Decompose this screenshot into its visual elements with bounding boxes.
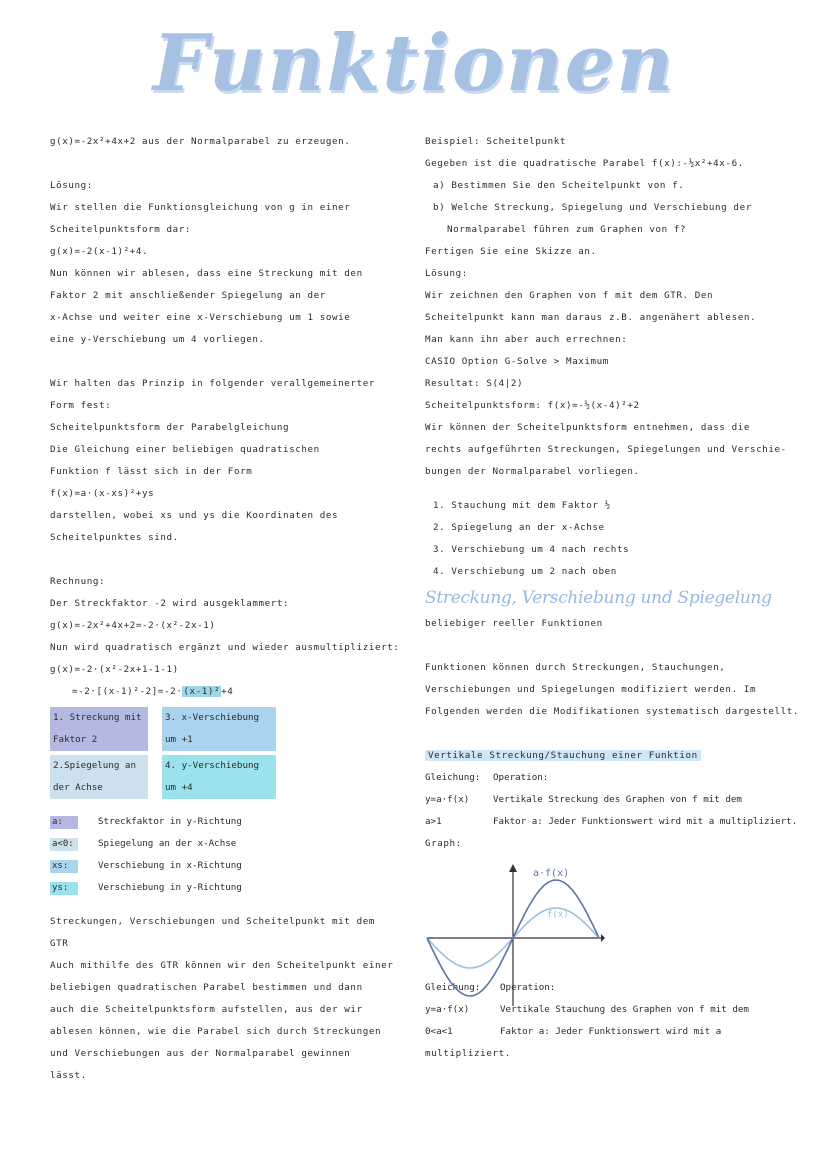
text-line: Wir können der Scheitelpunktsform entnehmen, dass die [425, 422, 750, 433]
section-title: Streckung, Verschiebung und Spiegelung [425, 588, 772, 608]
text-line: rechts aufgeführten Streckungen, Spiegelungen und Verschie- [425, 444, 787, 455]
section-subtitle: beliebiger reeller Funktionen [425, 618, 603, 629]
operation-value: Operation: [500, 982, 556, 993]
list-item: 2. Spiegelung an der x-Achse [433, 522, 605, 533]
legend-item [50, 833, 395, 855]
text-line: Die Gleichung einer beliebigen quadratischen [50, 444, 320, 455]
text-line: auch die Scheitelpunktsform aufstellen, aus der wir [50, 1004, 363, 1015]
example-heading: Beispiel: Scheitelpunkt [425, 136, 567, 147]
operation-key: Gleichung: [425, 982, 481, 993]
operation-row [425, 1021, 805, 1043]
operation-key: y=a·f(x) [425, 794, 470, 805]
equation-line: g(x)=-2(x-1)²+4. [50, 246, 149, 257]
x-axis-arrow [601, 934, 605, 942]
formula-line: Scheitelpunktsform: f(x)=-½(x-4)²+2 [425, 400, 640, 411]
text-line: Folgenden werden die Modifikationen systematisch dargestellt. [425, 706, 800, 717]
equation-part: +4 [221, 686, 234, 697]
operation-row [425, 789, 805, 811]
text-line: Form fest: [50, 400, 112, 411]
text-line: multipliziert. [425, 1048, 511, 1059]
legend-text: Verschiebung in x-Richtung [98, 860, 242, 871]
list-item: 4. Verschiebung um 2 nach oben [433, 566, 617, 577]
left-column [50, 131, 400, 1087]
highlighted-term: (x-1)² [183, 686, 221, 697]
text-line: beliebigen quadratischen Parabel bestimmen und dann [50, 982, 363, 993]
box-y-verschiebung: 4. y-Verschiebung um +4 [162, 755, 276, 799]
text-line: Gegeben ist die quadratische Parabel f(x):-½x²+4x-6. [425, 158, 744, 169]
legend-item [50, 855, 395, 877]
equation-part: =-2·[(x-1)²-2]=-2· [72, 686, 183, 697]
legend-swatch: a<0: [50, 838, 78, 851]
loesung-label: Lösung: [425, 268, 468, 279]
legend-text: Verschiebung in y-Richtung [98, 882, 242, 893]
definition-heading: Scheitelpunktsform der Parabelgleichung [50, 422, 290, 433]
operation-row [425, 811, 805, 833]
page-title: Funktionen [152, 18, 676, 109]
af-label: a·f(x) [533, 868, 570, 879]
box-spiegelung: 2.Spiegelung an der Achse [50, 755, 148, 799]
text-line: Der Streckfaktor -2 wird ausgeklammert: [50, 598, 290, 609]
legend-text: Spiegelung an der x-Achse [98, 838, 237, 849]
operation-value: Faktor a: Jeder Funktionswert wird mit a multipliziert. [493, 816, 798, 827]
sine-stretch-graph [425, 862, 605, 1010]
operation-row [425, 767, 805, 789]
text-line: CASIO Option G-Solve > Maximum [425, 356, 609, 367]
text-line: darstellen, wobei xs und ys die Koordinaten des [50, 510, 339, 521]
loesung-label: Lösung: [50, 180, 93, 191]
operation-value: Vertikale Streckung des Graphen von f mit dem [493, 794, 742, 805]
text-line: bungen der Normalparabel vorliegen. [425, 466, 640, 477]
operation-key: 0<a<1 [425, 1026, 453, 1037]
task-a: a) Bestimmen Sie den Scheitelpunkt von f. [433, 180, 685, 191]
legend-swatch: a: [50, 816, 78, 829]
text-line: Wir zeichnen den Graphen von f mit dem GTR. Den [425, 290, 714, 301]
text-line: Auch mithilfe des GTR können wir den Scheitelpunkt einer [50, 960, 394, 971]
operation-value: Operation: [493, 772, 549, 783]
text-line: Wir halten das Prinzip in folgender verallgemeinerter [50, 378, 375, 389]
legend-text: Streckfaktor in y-Richtung [98, 816, 242, 827]
text-line: Man kann ihn aber auch errechnen: [425, 334, 628, 345]
text-line: Funktionen können durch Streckungen, Stauchungen, [425, 662, 726, 673]
text-line: x-Achse und weiter eine x-Verschiebung um 1 sowie [50, 312, 351, 323]
operation-key: y=a·f(x) [425, 1004, 470, 1015]
box-streckung: 1. Streckung mit Faktor 2 [50, 707, 148, 751]
text-line: Fertigen Sie eine Skizze an. [425, 246, 597, 257]
f-label: f(x) [547, 910, 569, 920]
text-line: Scheitelpunktsform dar: [50, 224, 192, 235]
text-line: ablesen können, wie die Parabel sich durch Streckungen [50, 1026, 382, 1037]
y-axis-arrow [509, 864, 517, 872]
box-x-verschiebung: 3. x-Verschiebung um +1 [162, 707, 276, 751]
equation-line [50, 681, 395, 703]
text-line: Nun können wir ablesen, dass eine Streckung mit den [50, 268, 363, 279]
text-line: und Verschiebungen aus der Normalparabel gewinnen [50, 1048, 351, 1059]
section-heading: Streckungen, Verschiebungen und Scheitelpunkt mit dem [50, 916, 375, 927]
subsection-heading-text: Vertikale Streckung/Stauchung einer Funktion [425, 750, 701, 761]
intro-line: g(x)=-2x²+4x+2 aus der Normalparabel zu erzeugen. [50, 136, 351, 147]
result-line: Resultat: S(4|2) [425, 378, 524, 389]
formula-line: f(x)=a·(x-xs)²+ys [50, 488, 155, 499]
transform-boxes [50, 707, 395, 799]
text-line: Wir stellen die Funktionsgleichung von g in einer [50, 202, 351, 213]
operation-value: Faktor a: Jeder Funktionswert wird mit a [500, 1026, 722, 1037]
equation-line: g(x)=-2x²+4x+2=-2·(x²-2x-1) [50, 620, 216, 631]
operation-key: Gleichung: [425, 772, 481, 783]
section-heading: GTR [50, 938, 69, 949]
legend-swatch: xs: [50, 860, 78, 873]
legend-swatch: ys: [50, 882, 78, 895]
text-line: Funktion f lässt sich in der Form [50, 466, 253, 477]
text-line: Scheitelpunktes sind. [50, 532, 179, 543]
legend-item [50, 811, 395, 833]
rechnung-label: Rechnung: [50, 576, 106, 587]
text-line: Normalparabel führen zum Graphen von f? [447, 224, 687, 235]
task-b: b) Welche Streckung, Spiegelung und Verschiebung der [433, 202, 752, 213]
text-line: Verschiebungen und Spiegelungen modifiziert werden. Im [425, 684, 757, 695]
text-line: Scheitelpunkt kann man daraus z.B. angenähert ablesen. [425, 312, 757, 323]
list-item: 3. Verschiebung um 4 nach rechts [433, 544, 630, 555]
equation-line: g(x)=-2·(x²-2x+1-1-1) [50, 664, 179, 675]
legend-item [50, 877, 395, 899]
text-line: Nun wird quadratisch ergänzt und wieder ausmultipliziert: [50, 642, 400, 653]
list-item: 1. Stauchung mit dem Faktor ½ [433, 500, 611, 511]
graph-label: Graph: [425, 838, 462, 849]
operation-key: a>1 [425, 816, 442, 827]
subsection-heading [425, 745, 805, 767]
text-line: eine y-Verschiebung um 4 vorliegen. [50, 334, 265, 345]
text-line: Faktor 2 mit anschließender Spiegelung an der [50, 290, 326, 301]
text-line: lässt. [50, 1070, 87, 1081]
operation-value: Vertikale Stauchung des Graphen von f mit dem [500, 1004, 749, 1015]
